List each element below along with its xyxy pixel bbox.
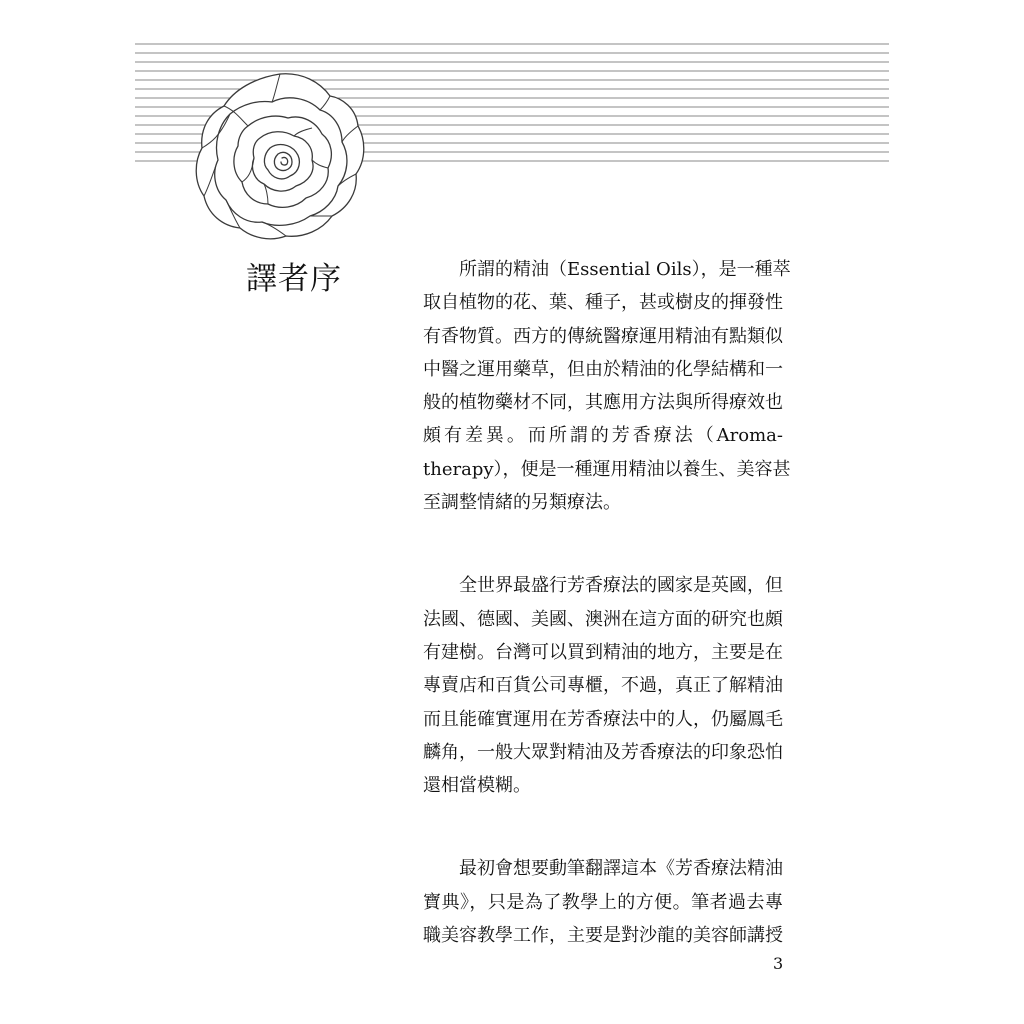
text-line: 最初會想要動筆翻譯這本《芳香療法精油 [459,858,783,880]
text-line: therapy），便是一種運用精油以養生、美容甚 [423,458,791,480]
text-line: 頗有差異。而所謂的芳香療法（Aroma- [423,425,783,447]
text-line: 專賣店和百貨公司專櫃，不過，真正了解精油 [423,675,783,697]
body-text [423,253,791,1002]
text-line: 有建樹。台灣可以買到精油的地方，主要是在 [423,641,783,663]
paragraph [423,852,783,952]
text-line: 寶典》，只是為了教學上的方便。筆者過去專 [423,891,783,913]
paragraph [423,569,783,802]
text-line: 中醫之運用藥草，但由於精油的化學結構和一 [423,358,783,380]
text-line: 麟角，一般大眾對精油及芳香療法的印象恐怕 [423,741,783,763]
text-line: 全世界最盛行芳香療法的國家是英國，但 [459,575,783,597]
text-line: 還相當模糊。 [423,775,531,797]
text-line: 所謂的精油（Essential Oils），是一種萃 [459,259,791,280]
page-number: 3 [773,954,784,973]
paragraph [423,253,791,519]
text-line: 般的植物藥材不同，其應用方法與所得療效也 [423,392,783,414]
rose-icon [192,68,368,244]
text-line: 而且能確實運用在芳香療法中的人，仍屬鳳毛 [423,708,783,730]
text-line: 有香物質。西方的傳統醫療運用精油有點類似 [423,325,783,347]
text-line: 法國、德國、美國、澳洲在這方面的研究也頗 [423,608,783,630]
text-line: 職美容教學工作，主要是對沙龍的美容師講授 [423,925,783,947]
text-line: 取自植物的花、葉、種子，甚或樹皮的揮發性 [423,292,783,314]
section-title: 譯者序 [246,261,342,297]
text-line: 至調整情緒的另類療法。 [423,492,621,514]
